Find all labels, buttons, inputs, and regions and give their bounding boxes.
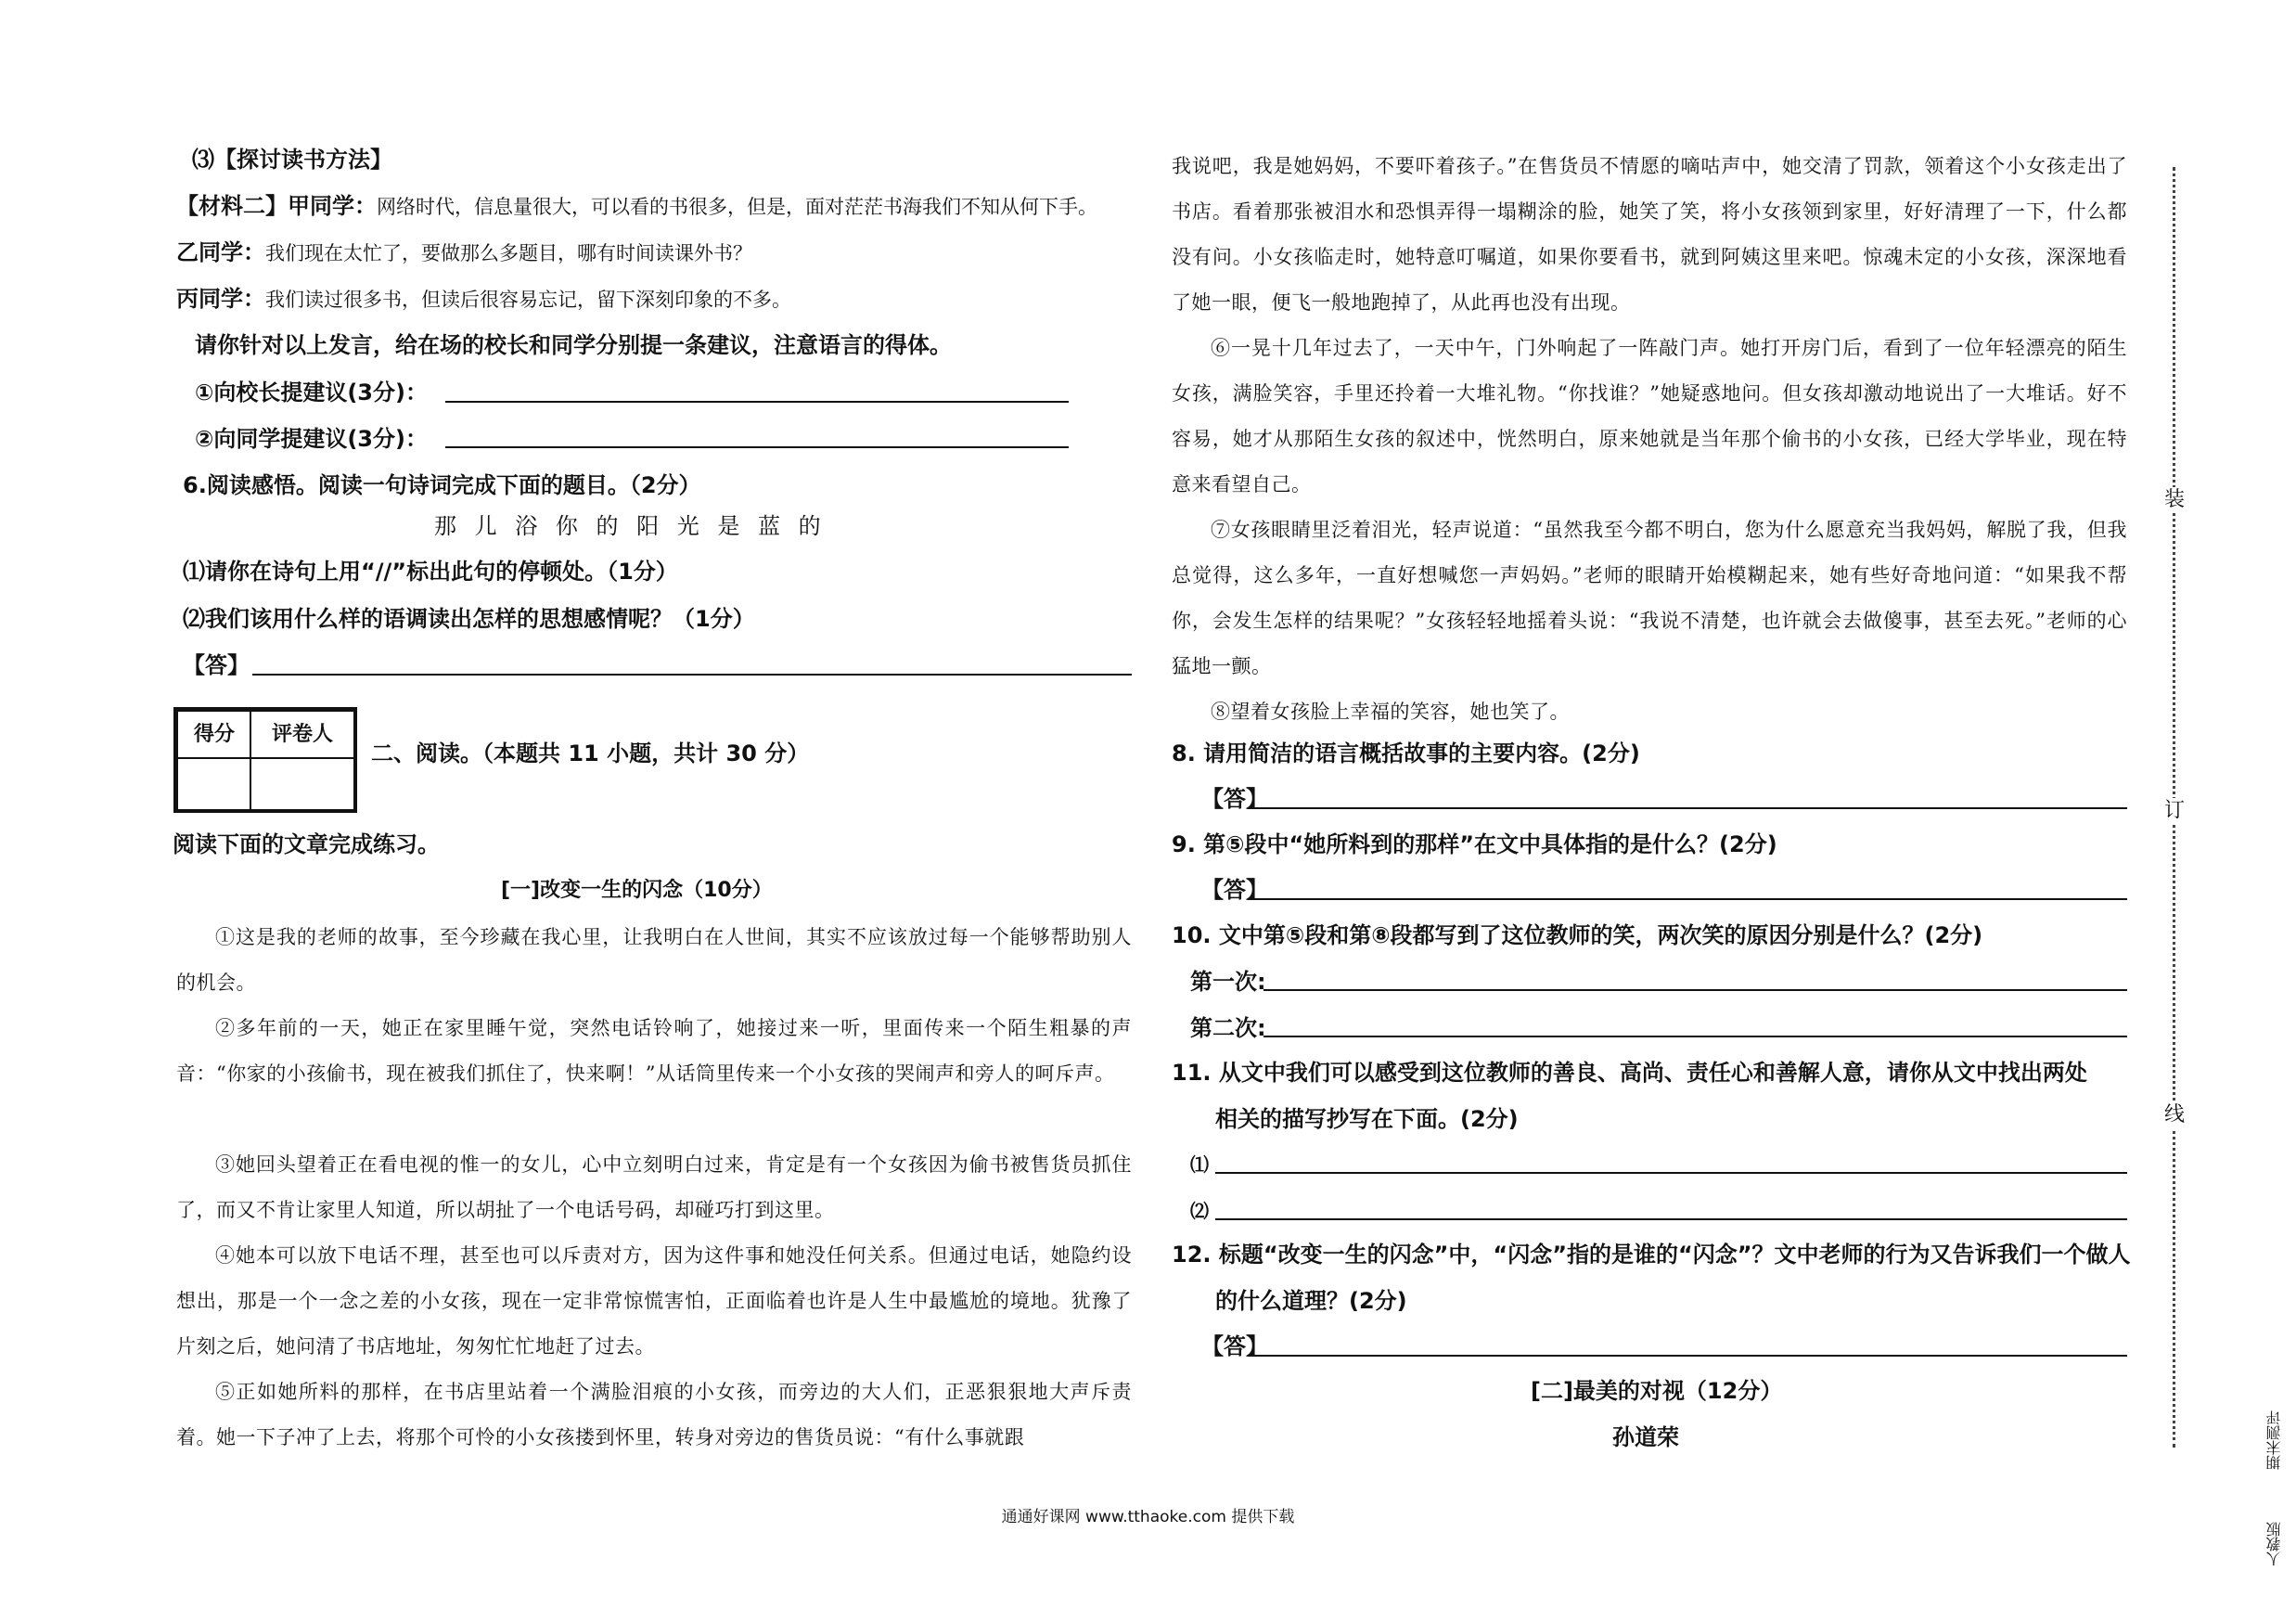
reading-instruction: 阅读下面的文章完成练习。 [173,831,440,857]
article-1-paragraph-6: ⑥一晃十几年过去了，一天中午，门外响起了一阵敲门声。她打开房门后，看到了一位年轻漂亮的陌生女孩，满脸笑容，手里还拎着一大堆礼物。“你找谁？”她疑惑地问。但女孩却激动地说出了一大堆话。好不容易，她才从那陌生女孩的叙述中，恍然明白，原来她就是当年那个偷书的小女孩，已经大学毕业，现在特意来看望自己。 [1172,337,2127,496]
first-time-answer-line[interactable] [1263,989,2127,991]
material-two-label: 【材料二】甲同学： [176,193,377,219]
question-11-item-1: ⑴ [1190,1153,1209,1176]
side-note-term-test: 期末测评 [2265,1410,2283,1470]
grader-input-cell[interactable] [250,757,355,811]
question-12-line-2: 的什么道理？(2分) [1215,1288,1407,1314]
article-1-paragraph-5-continued: 我说吧，我是她妈妈，不要吓着孩子。”在售货员不情愿的嘀咕声中，她交清了罚款，领着这个小女孩走出了书店。看着那张被泪水和恐惧弄得一塌糊涂的脸，她笑了笑，将小女孩领到家里，好好清理了一下，什么都没有问。小女孩临走时，她特意叮嘱道，如果你要看书，就到阿姨这里来吧。惊魂未定的小女孩，深深地看了她一眼，便飞一般地跑掉了，从此再也没有出现。 [1172,155,2127,314]
question-11-item-2: ⑵ [1190,1200,1209,1222]
second-time-answer-line[interactable] [1263,1036,2127,1037]
side-note-edition: 人教版 [2265,1522,2283,1566]
poem-line: 那 儿 浴 你 的 阳 光 是 蓝 的 [434,513,827,539]
first-time-label: 第一次: [1190,969,1266,995]
question-11-answer-line-1[interactable] [1215,1172,2127,1174]
footer-source: 通通好课网 www.tthaoke.com 提供下载 [1001,1508,1295,1526]
section-2-title: 二、阅读。（本题共 11 小题，共计 30 分） [371,740,810,766]
binding-char-zhuang: 装 [2161,487,2187,513]
suggest-students-answer-line[interactable] [445,446,1069,448]
material-two-line [176,192,1097,221]
article-2-author: 孙道荣 [1612,1424,1679,1450]
section-heading-reading-methods: ⑶【探讨读书方法】 [192,147,392,173]
question-12-line-1: 12. 标题“改变一生的闪念”中，“闪念”指的是谁的“闪念”？文中老师的行为又告诉我们一个做人 [1172,1242,2131,1268]
article-1-paragraph-7: ⑦女孩眼睛里泛着泪光，轻声说道：“虽然我至今都不明白，您为什么愿意充当我妈妈，解脱了我，但我总觉得，这么多年，一直好想喊您一声妈妈。”老师的眼睛开始模糊起来，她有些好奇地问道：“如果我不帮你，会发生怎样的结果呢？”女孩轻轻地摇着头说：“我说不清楚，也许就会去做傻事，甚至去死。”老师的心猛地一颤。 [1172,519,2127,677]
suggest-principal-answer-line[interactable] [445,401,1069,403]
question-8-answer-line[interactable] [1248,807,2127,809]
article-1-paragraph-5: ⑤正如她所料的那样，在书店里站着一个满脸泪痕的小女孩，而旁边的大人们，正恶狠狠地大声斥责着。她一下子冲了上去，将那个可怜的小女孩搂到怀里，转身对旁边的售货员说：“有什么事就跟 [176,1381,1132,1448]
suggest-principal-label: ①向校长提建议(3分)： [195,380,428,406]
student-b-label: 乙同学： [176,239,265,265]
answer-label: 【答】 [183,652,250,678]
article-1-title: [一]改变一生的闪念（10分） [501,879,773,902]
article-2-title: [二]最美的对视（12分） [1531,1378,1783,1404]
question-11-line-2: 相关的描写抄写在下面。(2分) [1215,1106,1519,1132]
question-9-answer-label: 【答】 [1201,877,1268,903]
binding-char-ding: 订 [2161,798,2187,824]
student-c-line [176,285,791,314]
question-8: 8. 请用简洁的语言概括故事的主要内容。(2分) [1172,740,1640,766]
question-11-answer-line-2[interactable] [1215,1218,2127,1220]
article-1-paragraph-4: ④她本可以放下电话不理，甚至也可以斥责对方，因为这件事和她没任何关系。但通过电话，她隐约设想出，那是一个一念之差的小女孩，现在一定非常惊慌害怕，正面临着也许是人生中最尴尬的境地。犹豫了片刻之后，她问清了书店地址，匆匆忙忙地赶了过去。 [176,1244,1132,1358]
grader-label: 评卷人 [250,711,355,759]
score-input-cell[interactable] [177,757,251,811]
student-c-text: 我们读过很多书，但读后很容易忘记，留下深刻印象的不多。 [265,289,791,311]
article-1-paragraph-1: ①这是我的老师的故事，至今珍藏在我心里，让我明白在人世间，其实不应该放过每一个能够帮助别人的机会。 [176,926,1132,994]
question-12-answer-label: 【答】 [1201,1333,1268,1359]
second-time-label: 第二次: [1190,1015,1266,1041]
question-12-answer-line[interactable] [1248,1355,2127,1357]
question-6-answer-line[interactable] [252,674,1132,676]
question-11-line-1: 11. 从文中我们可以感受到这位教师的善良、高尚、责任心和善解人意，请你从文中找出两处 [1172,1060,2087,1086]
question-8-answer-label: 【答】 [1201,786,1268,812]
student-c-label: 丙同学： [176,286,265,312]
question-9: 9. 第⑤段中“她所料到的那样”在文中具体指的是什么？(2分) [1172,831,1777,857]
question-6-2: ⑵我们该用什么样的语调读出怎样的思想感情呢？（1分） [183,606,755,632]
article-1-paragraph-3: ③她回头望着正在看电视的惟一的女儿，心中立刻明白过来，肯定是有一个女孩因为偷书被售货员抓住了，而又不肯让家里人知道，所以胡扯了一个电话号码，却碰巧打到这里。 [176,1153,1132,1221]
suggest-students-label: ②向同学提建议(3分)： [195,426,428,452]
question-6-1: ⑴请你在诗句上用“//”标出此句的停顿处。（1分） [183,559,678,585]
article-1-paragraph-8: ⑧望着女孩脸上幸福的笑容，她也笑了。 [1211,701,1570,723]
score-label: 得分 [177,711,251,759]
student-b-line [176,238,752,267]
student-b-text: 我们现在太忙了，要做那么多题目，哪有时间读课外书？ [265,242,752,264]
score-box [173,707,357,813]
binding-char-xian: 线 [2161,1102,2187,1128]
instruction-text: 请你针对以上发言，给在场的校长和同学分别提一条建议，注意语言的得体。 [195,332,952,358]
question-9-answer-line[interactable] [1248,898,2127,900]
question-10: 10. 文中第⑤段和第⑧段都写到了这位教师的笑，两次笑的原因分别是什么？(2分) [1172,922,1983,948]
question-6-title: 6.阅读感悟。阅读一句诗词完成下面的题目。（2分） [183,472,701,498]
material-two-text: 网络时代，信息量很大，可以看的书很多，但是，面对茫茫书海我们不知从何下手。 [377,196,1097,218]
article-1-paragraph-2: ②多年前的一天，她正在家里睡午觉，突然电话铃响了，她接过来一听，里面传来一个陌生粗暴的声音：“你家的小孩偷书，现在被我们抓住了，快来啊！”从话筒里传来一个小女孩的哭闹声和旁人的呵斥声。 [176,1017,1132,1085]
